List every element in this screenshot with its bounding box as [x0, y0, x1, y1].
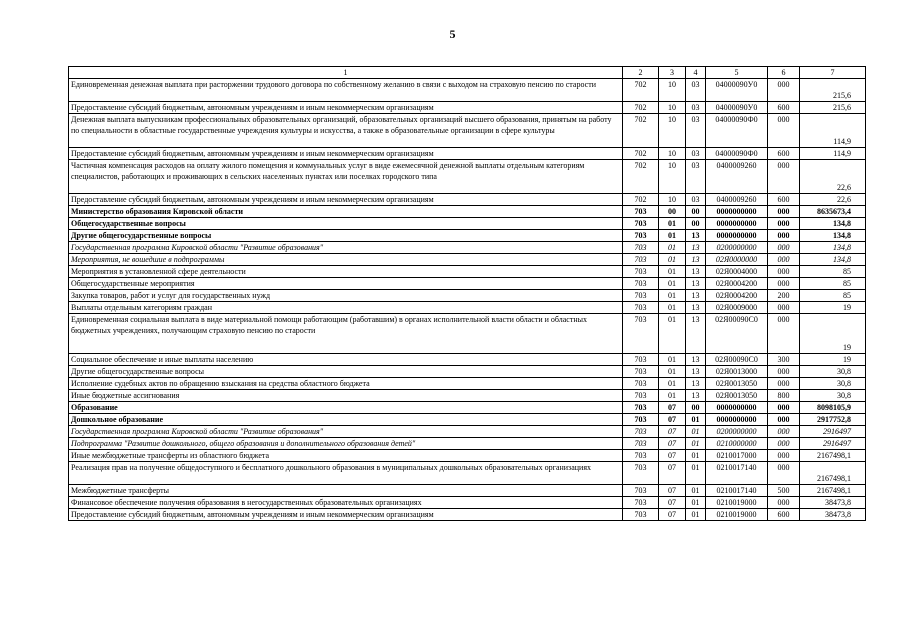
row-section-cell: 01: [659, 290, 686, 302]
table-row: [69, 266, 866, 278]
row-section-cell: 01: [659, 254, 686, 266]
row-amount-cell: 2917752,8: [800, 414, 866, 426]
row-name-cell: Предоставление субсидий бюджетным, автономным учреждениям и иным некоммерческим организациям: [69, 509, 623, 521]
row-name-cell: Реализация прав на получение общедоступного и бесплатного дошкольного образования в муниципальных дошкольных образовательных организациях: [69, 462, 623, 485]
row-amount-cell: 2167498,1: [800, 462, 866, 485]
table-row: [69, 160, 866, 194]
row-expense-type-cell: 000: [768, 426, 800, 438]
row-name-cell: Единовременная денежная выплата при расторжении трудового договора по собственному желанию в связи с выходом на страховую пенсию по старости: [69, 79, 623, 102]
table-row: [69, 426, 866, 438]
header-cell: 2: [623, 67, 659, 79]
row-name-cell: Подпрограмма "Развитие дошкольного, общего образования и дополнительного образования детей": [69, 438, 623, 450]
row-subsection-cell: 13: [686, 314, 706, 354]
row-target-cell: 02Я0004200: [706, 290, 768, 302]
row-code-cell: 703: [623, 278, 659, 290]
row-section-cell: 01: [659, 354, 686, 366]
row-code-cell: 702: [623, 102, 659, 114]
row-name-cell: Предоставление субсидий бюджетным, автономным учреждениям и иным некоммерческим организациям: [69, 148, 623, 160]
row-section-cell: 01: [659, 314, 686, 354]
table-row: [69, 450, 866, 462]
row-expense-type-cell: 000: [768, 462, 800, 485]
row-subsection-cell: 01: [686, 485, 706, 497]
row-expense-type-cell: 000: [768, 314, 800, 354]
row-code-cell: 703: [623, 302, 659, 314]
row-target-cell: 0200000000: [706, 242, 768, 254]
row-amount-cell: 134,8: [800, 242, 866, 254]
row-name-cell: Общегосударственные мероприятия: [69, 278, 623, 290]
row-amount-cell: 85: [800, 278, 866, 290]
table-row: [69, 354, 866, 366]
table-row: [69, 302, 866, 314]
row-subsection-cell: 13: [686, 290, 706, 302]
row-section-cell: 07: [659, 414, 686, 426]
row-expense-type-cell: 000: [768, 230, 800, 242]
row-name-cell: Образование: [69, 402, 623, 414]
row-subsection-cell: 13: [686, 366, 706, 378]
row-section-cell: 07: [659, 426, 686, 438]
row-target-cell: 0000000000: [706, 414, 768, 426]
row-target-cell: 0400009260: [706, 160, 768, 194]
row-section-cell: 07: [659, 509, 686, 521]
row-amount-cell: 8635673,4: [800, 206, 866, 218]
row-name-cell: Единовременная социальная выплата в виде материальной помощи работающим (работавшим) в органах исполнительной власти области и областных бюджетных учреждениях, получающим страховую пенсию по старости: [69, 314, 623, 354]
row-name-cell: Социальное обеспечение и иные выплаты населению: [69, 354, 623, 366]
row-section-cell: 01: [659, 378, 686, 390]
row-name-cell: Другие общегосударственные вопросы: [69, 366, 623, 378]
row-amount-cell: 22,6: [800, 194, 866, 206]
row-expense-type-cell: 600: [768, 194, 800, 206]
header-cell: 5: [706, 67, 768, 79]
row-subsection-cell: 00: [686, 206, 706, 218]
row-subsection-cell: 03: [686, 194, 706, 206]
row-name-cell: Общегосударственные вопросы: [69, 218, 623, 230]
row-name-cell: Закупка товаров, работ и услуг для государственных нужд: [69, 290, 623, 302]
header-cell: 4: [686, 67, 706, 79]
row-subsection-cell: 13: [686, 390, 706, 402]
row-target-cell: 02Я0000000: [706, 254, 768, 266]
row-subsection-cell: 13: [686, 278, 706, 290]
row-code-cell: 703: [623, 450, 659, 462]
row-subsection-cell: 01: [686, 426, 706, 438]
row-amount-cell: 30,8: [800, 390, 866, 402]
row-amount-cell: 30,8: [800, 366, 866, 378]
page-number: 5: [449, 27, 456, 41]
row-name-cell: Финансовое обеспечение получения образования в негосударственных образовательных организациях: [69, 497, 623, 509]
row-name-cell: Предоставление субсидий бюджетным, автономным учреждениям и иным некоммерческим организациям: [69, 102, 623, 114]
row-name-cell: Исполнение судебных актов по обращению взыскания на средства областного бюджета: [69, 378, 623, 390]
table-row: [69, 102, 866, 114]
row-section-cell: 10: [659, 194, 686, 206]
row-target-cell: 0000000000: [706, 402, 768, 414]
row-amount-cell: 85: [800, 266, 866, 278]
row-code-cell: 703: [623, 242, 659, 254]
table-row: [69, 390, 866, 402]
header-cell: 6: [768, 67, 800, 79]
row-name-cell: Мероприятия в установленной сфере деятельности: [69, 266, 623, 278]
row-amount-cell: 2916497: [800, 426, 866, 438]
row-amount-cell: 114,9: [800, 148, 866, 160]
row-section-cell: 10: [659, 148, 686, 160]
row-subsection-cell: 13: [686, 266, 706, 278]
table-row: [69, 230, 866, 242]
row-expense-type-cell: 000: [768, 79, 800, 102]
row-section-cell: 01: [659, 302, 686, 314]
row-target-cell: 0210019000: [706, 497, 768, 509]
row-amount-cell: 38473,8: [800, 497, 866, 509]
row-amount-cell: 2916497: [800, 438, 866, 450]
row-code-cell: 702: [623, 148, 659, 160]
table-row: [69, 194, 866, 206]
header-cell: 3: [659, 67, 686, 79]
row-target-cell: 02Я00090С0: [706, 354, 768, 366]
row-code-cell: 703: [623, 438, 659, 450]
row-subsection-cell: 01: [686, 438, 706, 450]
row-expense-type-cell: 000: [768, 378, 800, 390]
row-amount-cell: 215,6: [800, 102, 866, 114]
row-section-cell: 01: [659, 242, 686, 254]
row-section-cell: 00: [659, 206, 686, 218]
table-row: [69, 148, 866, 160]
row-code-cell: 703: [623, 390, 659, 402]
row-code-cell: 703: [623, 254, 659, 266]
row-target-cell: 02Я0004200: [706, 278, 768, 290]
row-code-cell: 703: [623, 497, 659, 509]
row-amount-cell: 215,6: [800, 79, 866, 102]
row-amount-cell: 8098105,9: [800, 402, 866, 414]
row-expense-type-cell: 000: [768, 438, 800, 450]
row-name-cell: Иные межбюджетные трансферты из областного бюджета: [69, 450, 623, 462]
row-target-cell: 02Я0013000: [706, 366, 768, 378]
row-code-cell: 703: [623, 485, 659, 497]
row-expense-type-cell: 000: [768, 206, 800, 218]
row-name-cell: Другие общегосударственные вопросы: [69, 230, 623, 242]
row-subsection-cell: 03: [686, 102, 706, 114]
table-row: [69, 402, 866, 414]
row-amount-cell: 134,8: [800, 230, 866, 242]
row-subsection-cell: 03: [686, 148, 706, 160]
row-subsection-cell: 13: [686, 302, 706, 314]
row-amount-cell: 2167498,1: [800, 450, 866, 462]
row-code-cell: 703: [623, 402, 659, 414]
row-expense-type-cell: 000: [768, 254, 800, 266]
row-subsection-cell: 01: [686, 497, 706, 509]
row-expense-type-cell: 000: [768, 114, 800, 148]
row-subsection-cell: 03: [686, 160, 706, 194]
row-expense-type-cell: 600: [768, 148, 800, 160]
row-target-cell: 04000090У0: [706, 102, 768, 114]
table-row: [69, 242, 866, 254]
row-expense-type-cell: 000: [768, 266, 800, 278]
budget-table: [68, 66, 866, 521]
row-expense-type-cell: 000: [768, 302, 800, 314]
row-target-cell: 04000090Ф0: [706, 148, 768, 160]
table-row: [69, 438, 866, 450]
row-amount-cell: 19: [800, 354, 866, 366]
row-name-cell: Частичная компенсация расходов на оплату жилого помещения и коммунальных услуг в виде ежемесячной денежной выплаты отдельным категориям специалистов, работающих и проживающих в сельских населенных пунктах или поселках городского типа: [69, 160, 623, 194]
row-section-cell: 10: [659, 160, 686, 194]
row-code-cell: 702: [623, 194, 659, 206]
row-expense-type-cell: 200: [768, 290, 800, 302]
table-row: [69, 114, 866, 148]
row-target-cell: 0000000000: [706, 206, 768, 218]
row-target-cell: 02Я0004000: [706, 266, 768, 278]
row-name-cell: Дошкольное образование: [69, 414, 623, 426]
row-expense-type-cell: 000: [768, 450, 800, 462]
table-row: [69, 414, 866, 426]
row-amount-cell: 134,8: [800, 218, 866, 230]
row-name-cell: Министерство образования Кировской области: [69, 206, 623, 218]
row-expense-type-cell: 000: [768, 402, 800, 414]
row-amount-cell: 30,8: [800, 378, 866, 390]
row-expense-type-cell: 600: [768, 102, 800, 114]
row-subsection-cell: 03: [686, 114, 706, 148]
row-code-cell: 703: [623, 426, 659, 438]
table-row: [69, 290, 866, 302]
row-amount-cell: 19: [800, 302, 866, 314]
row-code-cell: 703: [623, 266, 659, 278]
table-row: [69, 497, 866, 509]
row-expense-type-cell: 000: [768, 414, 800, 426]
row-target-cell: 04000090У0: [706, 79, 768, 102]
table-row: [69, 79, 866, 102]
row-code-cell: 703: [623, 378, 659, 390]
row-amount-cell: 19: [800, 314, 866, 354]
row-subsection-cell: 13: [686, 354, 706, 366]
row-code-cell: 702: [623, 160, 659, 194]
row-section-cell: 07: [659, 450, 686, 462]
row-expense-type-cell: 000: [768, 218, 800, 230]
row-name-cell: Иные бюджетные ассигнования: [69, 390, 623, 402]
header-cell: 7: [800, 67, 866, 79]
row-target-cell: 0210000000: [706, 438, 768, 450]
row-name-cell: Предоставление субсидий бюджетным, автономным учреждениям и иным некоммерческим организациям: [69, 194, 623, 206]
table-row: [69, 462, 866, 485]
table-row: [69, 366, 866, 378]
row-code-cell: 703: [623, 414, 659, 426]
row-target-cell: 02Я0013050: [706, 378, 768, 390]
row-amount-cell: 2167498,1: [800, 485, 866, 497]
table-row: [69, 206, 866, 218]
row-code-cell: 703: [623, 206, 659, 218]
row-code-cell: 702: [623, 114, 659, 148]
row-expense-type-cell: 000: [768, 160, 800, 194]
row-target-cell: 04000090Ф0: [706, 114, 768, 148]
table-row: [69, 378, 866, 390]
row-target-cell: 0210017000: [706, 450, 768, 462]
row-subsection-cell: 13: [686, 378, 706, 390]
table-row: [69, 314, 866, 354]
row-expense-type-cell: 000: [768, 497, 800, 509]
row-name-cell: Государственная программа Кировской области "Развитие образования": [69, 242, 623, 254]
row-code-cell: 702: [623, 79, 659, 102]
row-subsection-cell: 13: [686, 242, 706, 254]
row-code-cell: 703: [623, 366, 659, 378]
row-target-cell: 0210017140: [706, 485, 768, 497]
row-section-cell: 07: [659, 497, 686, 509]
row-target-cell: 02Я00090С0: [706, 314, 768, 354]
row-code-cell: 703: [623, 290, 659, 302]
row-code-cell: 703: [623, 218, 659, 230]
row-name-cell: Мероприятия, не вошедшие в подпрограммы: [69, 254, 623, 266]
row-target-cell: 0400009260: [706, 194, 768, 206]
row-amount-cell: 38473,8: [800, 509, 866, 521]
table-row: [69, 218, 866, 230]
row-section-cell: 01: [659, 390, 686, 402]
row-section-cell: 07: [659, 438, 686, 450]
row-section-cell: 07: [659, 402, 686, 414]
row-code-cell: 703: [623, 509, 659, 521]
row-code-cell: 703: [623, 354, 659, 366]
row-expense-type-cell: 500: [768, 485, 800, 497]
row-expense-type-cell: 800: [768, 390, 800, 402]
row-expense-type-cell: 000: [768, 278, 800, 290]
row-subsection-cell: 01: [686, 462, 706, 485]
row-target-cell: 0210017140: [706, 462, 768, 485]
row-name-cell: Государственная программа Кировской области "Развитие образования": [69, 426, 623, 438]
row-section-cell: 01: [659, 278, 686, 290]
row-target-cell: 02Я0013050: [706, 390, 768, 402]
row-code-cell: 703: [623, 314, 659, 354]
row-subsection-cell: 00: [686, 218, 706, 230]
row-subsection-cell: 00: [686, 402, 706, 414]
row-name-cell: Межбюджетные трансферты: [69, 485, 623, 497]
row-subsection-cell: 03: [686, 79, 706, 102]
row-name-cell: Денежная выплата выпускникам профессиональных образовательных организаций, образовательных организаций высшего образования, принятым на работу по специальности в областные государственные учреждения культуры и искусства, а также в образовательные организации в сфере культуры: [69, 114, 623, 148]
row-subsection-cell: 13: [686, 230, 706, 242]
row-target-cell: 0200000000: [706, 426, 768, 438]
row-target-cell: 0000000000: [706, 218, 768, 230]
table-row: [69, 254, 866, 266]
row-section-cell: 07: [659, 462, 686, 485]
row-amount-cell: 22,6: [800, 160, 866, 194]
row-expense-type-cell: 600: [768, 509, 800, 521]
row-amount-cell: 134,8: [800, 254, 866, 266]
table-row: [69, 509, 866, 521]
row-target-cell: 0210019000: [706, 509, 768, 521]
row-code-cell: 703: [623, 462, 659, 485]
row-target-cell: 0000000000: [706, 230, 768, 242]
row-amount-cell: 85: [800, 290, 866, 302]
row-amount-cell: 114,9: [800, 114, 866, 148]
row-expense-type-cell: 000: [768, 366, 800, 378]
row-code-cell: 703: [623, 230, 659, 242]
row-subsection-cell: 13: [686, 254, 706, 266]
row-expense-type-cell: 300: [768, 354, 800, 366]
row-section-cell: 10: [659, 79, 686, 102]
row-name-cell: Выплаты отдельным категориям граждан: [69, 302, 623, 314]
row-section-cell: 01: [659, 230, 686, 242]
row-subsection-cell: 01: [686, 450, 706, 462]
row-subsection-cell: 01: [686, 509, 706, 521]
table-row: [69, 278, 866, 290]
row-target-cell: 02Я0009000: [706, 302, 768, 314]
table-row: [69, 485, 866, 497]
row-section-cell: 01: [659, 218, 686, 230]
row-section-cell: 01: [659, 366, 686, 378]
row-section-cell: 01: [659, 266, 686, 278]
table-header-row: [69, 67, 866, 79]
header-cell: 1: [69, 67, 623, 79]
row-subsection-cell: 01: [686, 414, 706, 426]
row-expense-type-cell: 000: [768, 242, 800, 254]
row-section-cell: 10: [659, 102, 686, 114]
row-section-cell: 10: [659, 114, 686, 148]
row-section-cell: 07: [659, 485, 686, 497]
